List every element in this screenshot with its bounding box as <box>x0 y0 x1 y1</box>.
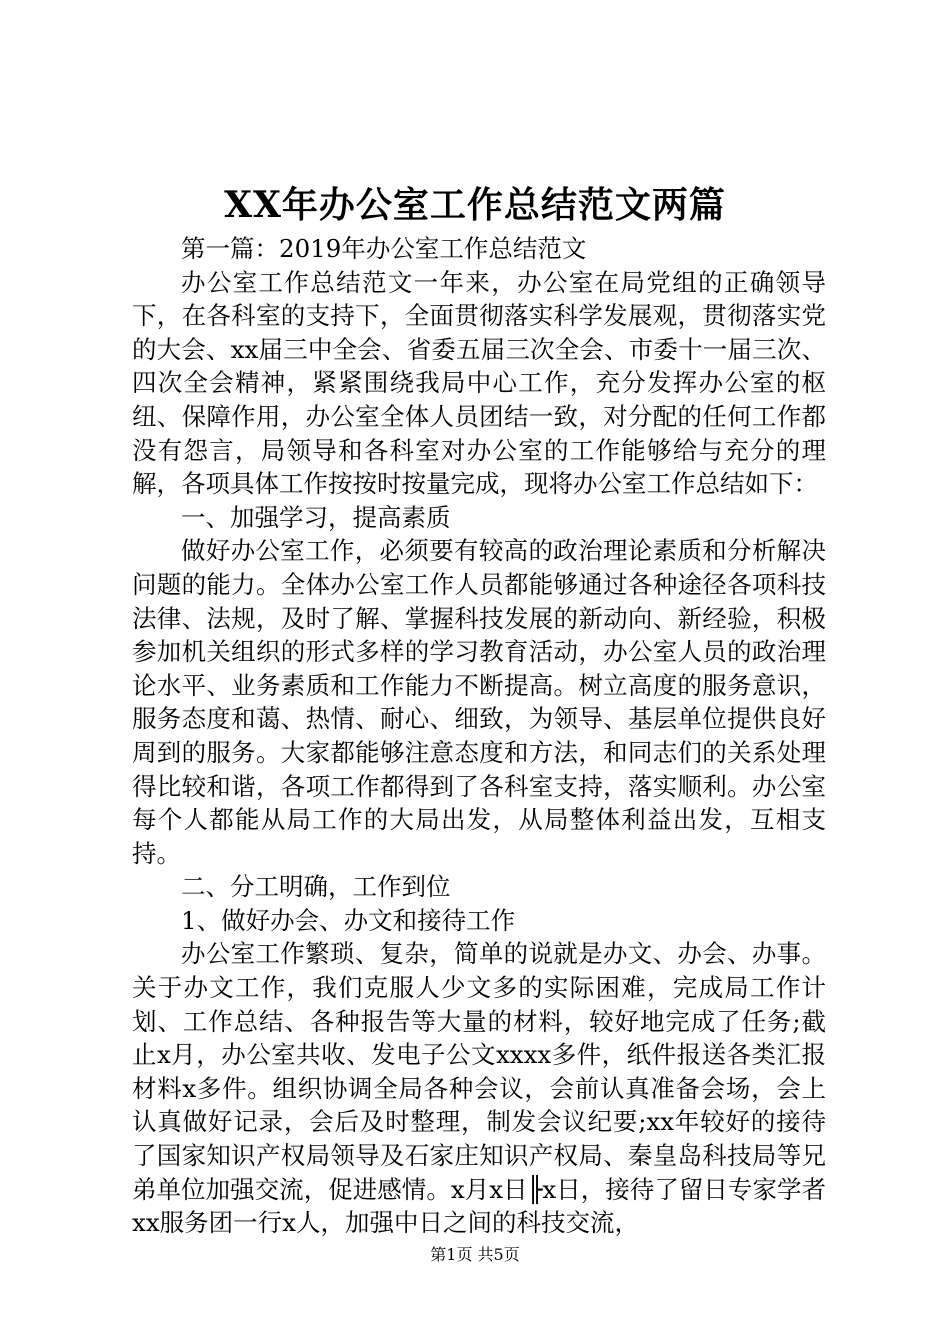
document-title: XX年办公室工作总结范文两篇 <box>224 184 726 226</box>
paragraph: 办公室工作繁琐、复杂，简单的说就是办文、办会、办事。关于办文工作，我们克服人少文多的实际困难，完成局工作计划、工作总结、各种报告等大量的材料，较好地完成了任务;截止x月，办公室共收、发电子公文xxxx多件，纸件报送各类汇报材料x多件。组织协调全局各种会议，会前认真准备会场，会上认真做好记录，会后及时整理，制发会议纪要;xx年较好的接待了国家知识产权局领导及石家庄知识产权局、秦皇岛科技局等兄弟单位加强交流，促进感情。x月x日╟x日，接待了留日专家学者xx服务团一行x人，加强中日之间的科技交流， <box>132 939 826 1238</box>
section-heading: 一、加强学习，提高素质 <box>181 502 451 532</box>
section-heading: 第一篇：2019年办公室工作总结范文 <box>181 234 587 263</box>
page-footer: 第1页 共5页 <box>430 1245 520 1264</box>
subsection-heading: 1、做好办会、办文和接待工作 <box>181 905 516 935</box>
document-body <box>132 232 826 1240</box>
paragraph: 做好办公室工作，必须要有较高的政治理论素质和分析解决问题的能力。全体办公室工作人员都能够通过各种途径各项科技法律、法规，及时了解、掌握科技发展的新动向、新经验，积极参加机关组织的形式多样的学习教育活动，办公室人员的政治理论水平、业务素质和工作能力不断提高。树立高度的服务意识，服务态度和蔼、热情、耐心、细致，为领导、基层单位提供良好周到的服务。大家都能够注意态度和方法，和同志们的关系处理得比较和谐，各项工作都得到了各科室支持，落实顺利。办公室每个人都能从局工作的大局出发，从局整体利益出发，互相支持。 <box>132 536 826 868</box>
paragraph: 办公室工作总结范文一年来，办公室在局党组的正确领导下，在各科室的支持下，全面贯彻落实科学发展观，贯彻落实党的大会、xx届三中全会、省委五届三次全会、市委十一届三次、四次全会精神，紧紧围绕我局中心工作，充分发挥办公室的枢纽、保障作用，办公室全体人员团结一致，对分配的任何工作都没有怨言，局领导和各科室对办公室的工作能够给与充分的理解，各项具体工作按按时按量完成，现将办公室工作总结如下： <box>132 267 826 499</box>
section-heading: 二、分工明确，工作到位 <box>181 872 451 902</box>
